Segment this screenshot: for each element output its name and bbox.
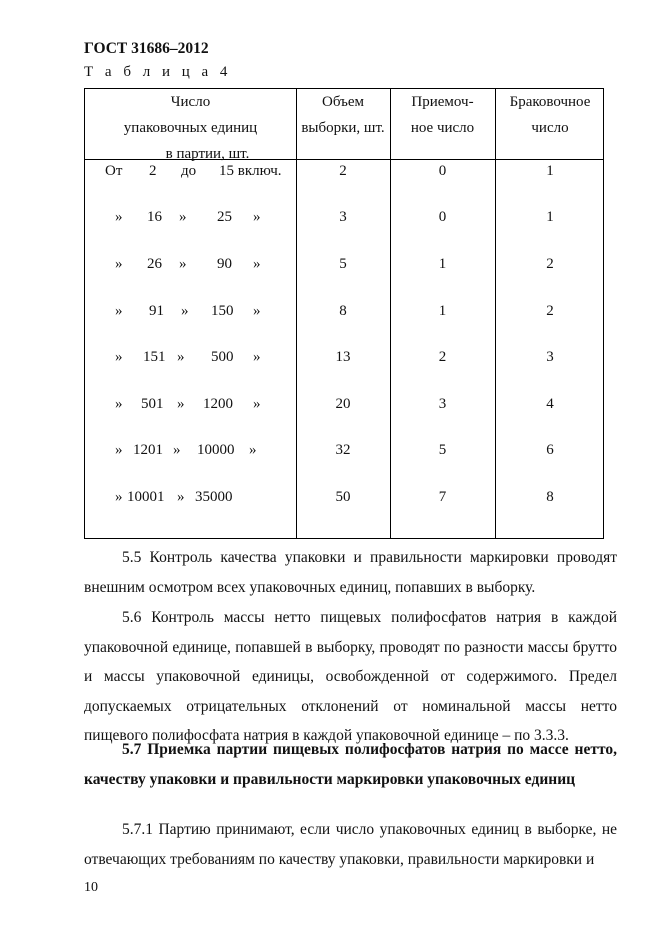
- sample-size-cell: 8: [339, 303, 347, 319]
- range-part: »: [115, 396, 123, 412]
- range-part: »: [173, 442, 181, 458]
- sample-size-cell: 3: [339, 209, 347, 225]
- lot-size-range: [85, 381, 296, 427]
- acceptance-number-cell: 2: [438, 349, 447, 365]
- table-row: [85, 381, 603, 427]
- range-part: 91: [149, 303, 164, 319]
- header-line: число: [531, 120, 569, 136]
- range-part: 26: [147, 256, 162, 272]
- acceptance-number-cell: 3: [438, 396, 447, 412]
- range-part: »: [115, 303, 123, 319]
- range-part: 10000: [197, 442, 235, 458]
- range-part: 2: [149, 163, 157, 179]
- table-row: [85, 148, 603, 194]
- paragraph-5-7: [84, 735, 617, 794]
- lot-size-range: [85, 148, 296, 194]
- range-part: »: [253, 303, 261, 319]
- paragraph-text: 5.6 Контроль массы нетто пищевых полифосфатов натрия в каждой упаковочной единице, попавшей в выборку, проводят по разности массы брутто и массы упаковочной единицы, освобожденной от содержимого. Предел допускаемых отрицательных отклонений от номинальной массы нетто пищевого полифосфата натрия в каждой упаковочной единице – по 3.3.3.: [84, 609, 617, 744]
- range-part: От: [105, 163, 123, 179]
- range-part: 150: [211, 303, 234, 319]
- page-number: 10: [84, 880, 98, 895]
- rejection-number-cell: 1: [546, 209, 554, 225]
- header-line: выборки, шт.: [301, 120, 385, 136]
- table-row: [85, 288, 603, 334]
- range-part: до: [181, 163, 197, 179]
- header-line: ное число: [410, 120, 475, 136]
- range-part: 10001: [127, 489, 165, 505]
- range-part: »: [115, 349, 123, 365]
- range-part: »: [177, 396, 185, 412]
- header-line: Объем: [322, 94, 364, 110]
- acceptance-number-cell: 7: [438, 489, 447, 505]
- acceptance-number-cell: 0: [438, 209, 447, 225]
- section-heading: 5.7 Приемка партии пищевых полифосфатов натрия по массе нетто, качеству упаковки и правильности маркировки упаковочных единиц: [84, 741, 617, 788]
- rejection-number-cell: 6: [546, 442, 554, 458]
- header-line: упаковочных единиц: [123, 120, 258, 136]
- acceptance-table: [84, 88, 604, 539]
- acceptance-number-cell: 5: [438, 442, 447, 458]
- range-part: »: [253, 209, 261, 225]
- range-part: 501: [141, 396, 164, 412]
- rejection-number-cell: 3: [546, 349, 554, 365]
- range-part: »: [253, 256, 261, 272]
- acceptance-number-cell: 0: [438, 163, 447, 179]
- range-part: »: [181, 303, 189, 319]
- range-part: 500: [211, 349, 234, 365]
- range-part: »: [249, 442, 257, 458]
- range-part: 1200: [203, 396, 233, 412]
- header-line: Число: [170, 94, 211, 110]
- paragraph-5-6: [84, 603, 617, 751]
- range-part: »: [115, 256, 123, 272]
- range-part: 35000: [195, 489, 233, 505]
- range-part: »: [115, 209, 123, 225]
- range-part: »: [115, 489, 123, 505]
- paragraph-text: 5.7.1 Партию принимают, если число упаковочных единиц в выборке, не отвечающих требованиям по качеству упаковки, правильности маркировки и: [84, 821, 617, 868]
- range-part: 16: [147, 209, 162, 225]
- sample-size-cell: 20: [335, 396, 351, 412]
- lot-size-range: [85, 334, 296, 380]
- sample-size-cell: 5: [339, 256, 347, 272]
- lot-size-range: [85, 427, 296, 473]
- range-part: 90: [217, 256, 232, 272]
- range-part: »: [177, 349, 185, 365]
- sample-size-cell: 50: [335, 489, 351, 505]
- rejection-number-cell: 2: [546, 256, 554, 272]
- lot-size-range: [85, 474, 296, 520]
- header-line: Браковочное: [509, 94, 591, 110]
- rejection-number-cell: 1: [546, 163, 554, 179]
- rejection-number-cell: 8: [546, 489, 554, 505]
- rejection-number-cell: 4: [546, 396, 554, 412]
- range-part: 25: [217, 209, 232, 225]
- range-part: »: [253, 396, 261, 412]
- range-part: »: [177, 489, 185, 505]
- rejection-number-cell: 2: [546, 303, 554, 319]
- sample-size-cell: 13: [335, 349, 351, 365]
- acceptance-number-cell: 1: [438, 303, 447, 319]
- paragraph-text: 5.5 Контроль качества упаковки и правильности маркировки проводят внешним осмотром всех упаковочных единиц, попавших в выборку.: [84, 549, 617, 596]
- range-part: »: [115, 442, 123, 458]
- paragraph-5-5: [84, 543, 617, 602]
- table-row: [85, 194, 603, 240]
- range-part: 15 включ.: [219, 163, 282, 179]
- paragraph-5-7-1: [84, 815, 617, 874]
- sample-size-cell: 2: [339, 163, 347, 179]
- table-row: [85, 334, 603, 380]
- range-part: 1201: [133, 442, 163, 458]
- range-part: »: [253, 349, 261, 365]
- table-caption: Т а б л и ц а 4: [84, 64, 232, 80]
- table-row: [85, 241, 603, 287]
- lot-size-range: [85, 194, 296, 240]
- range-part: »: [179, 209, 187, 225]
- acceptance-number-cell: 1: [438, 256, 447, 272]
- range-part: »: [179, 256, 187, 272]
- document-header: ГОСТ 31686–2012: [84, 40, 209, 57]
- header-line: Приемоч-: [411, 94, 474, 110]
- range-part: 151: [143, 349, 166, 365]
- sample-size-cell: 32: [335, 442, 351, 458]
- lot-size-range: [85, 241, 296, 287]
- lot-size-range: [85, 288, 296, 334]
- header-line: в партии, шт.: [165, 146, 250, 162]
- table-row: [85, 427, 603, 473]
- table-row: [85, 474, 603, 520]
